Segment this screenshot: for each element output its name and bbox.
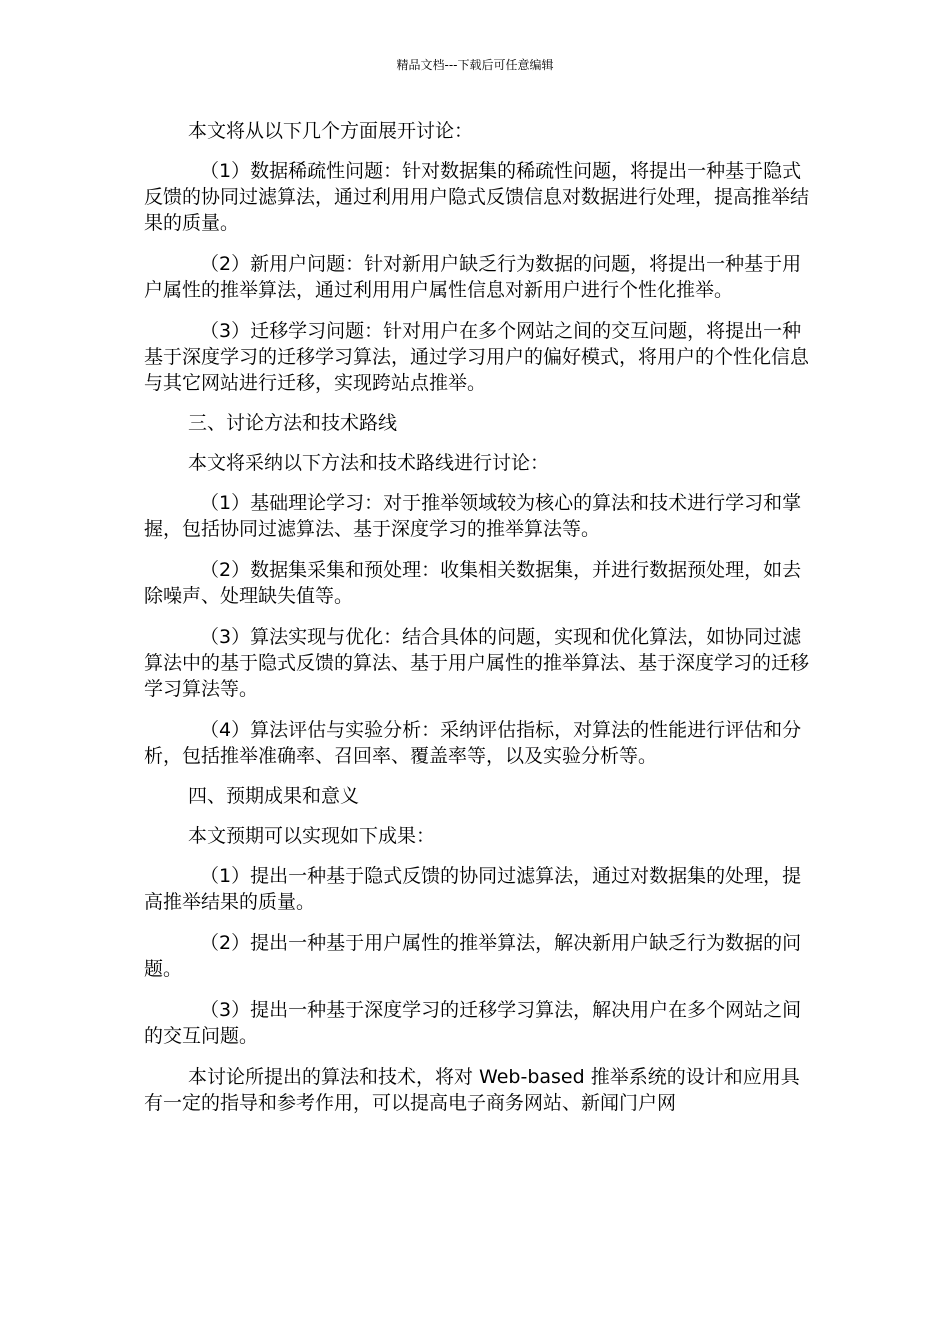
paragraph: （2）提出一种基于用户属性的推举算法，解决新用户缺乏行为数据的问题。 [144,932,802,980]
paragraph: （3）提出一种基于深度学习的迁移学习算法，解决用户在多个网站之间的交互问题。 [144,999,802,1047]
paragraph: （1）基础理论学习：对于推举领域较为核心的算法和技术进行学习和掌握，包括协同过滤算法、基于深度学习的推举算法等。 [144,492,802,540]
paragraph: （2）新用户问题：针对新用户缺乏行为数据的问题，将提出一种基于用户属性的推举算法，通过利用用户属性信息对新用户进行个性化推举。 [144,253,802,301]
paragraph: （3）算法实现与优化：结合具体的问题，实现和优化算法，如协同过滤算法中的基于隐式反馈的算法、基于用户属性的推举算法、基于深度学习的迁移学习算法等。 [144,626,810,700]
paragraph: （4）算法评估与实验分析：采纳评估指标，对算法的性能进行评估和分析，包括推举准确率、召回率、覆盖率等，以及实验分析等。 [144,719,802,767]
section-heading: 四、预期成果和意义 [188,785,360,807]
paragraph: 本文将从以下几个方面展开讨论： [188,120,474,142]
paragraph: （1）提出一种基于隐式反馈的协同过滤算法，通过对数据集的处理，提高推举结果的质量。 [144,865,802,913]
paragraph: （3）迁移学习问题：针对用户在多个网站之间的交互问题，将提出一种基于深度学习的迁移学习算法，通过学习用户的偏好模式，将用户的个性化信息与其它网站进行迁移，实现跨站点推举。 [144,320,810,394]
section-heading: 三、讨论方法和技术路线 [188,412,398,434]
paragraph: 本文将采纳以下方法和技术路线进行讨论： [188,452,550,474]
paragraph: （2）数据集采集和预处理：收集相关数据集，并进行数据预处理，如去除噪声、处理缺失值等。 [144,559,802,607]
paragraph: 本文预期可以实现如下成果： [188,825,436,847]
document-body [144,118,816,1116]
page-header: 精品文档---下载后可任意编辑 [396,58,554,72]
paragraph: 本讨论所提出的算法和技术，将对 Web-based 推举系统的设计和应用具有一定的指导和参考作用，可以提高电子商务网站、新闻门户网 [144,1066,800,1114]
paragraph: （1）数据稀疏性问题：针对数据集的稀疏性问题，将提出一种基于隐式反馈的协同过滤算法，通过利用用户隐式反馈信息对数据进行处理，提高推举结果的质量。 [144,160,810,234]
